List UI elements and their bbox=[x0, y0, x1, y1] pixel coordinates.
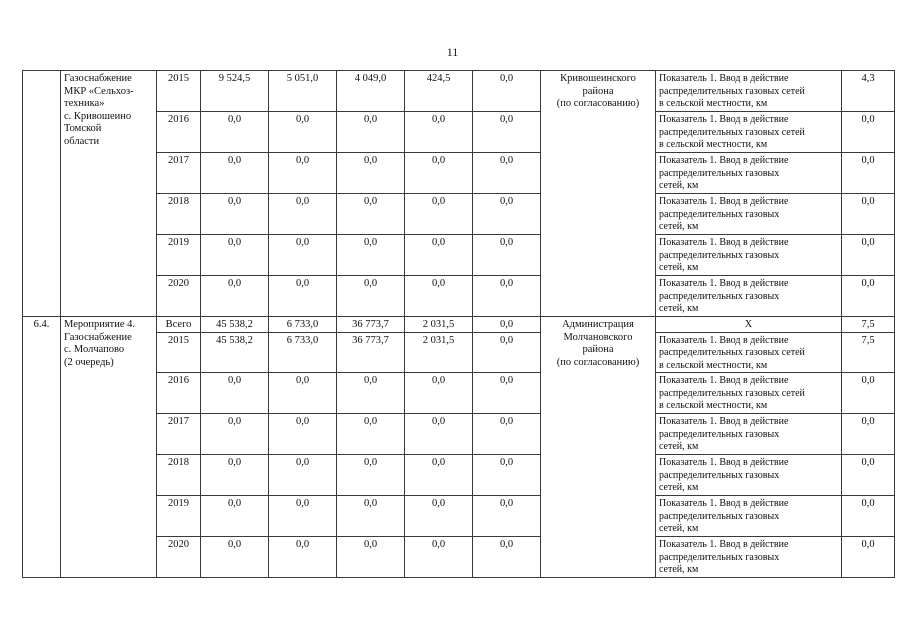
local-budget: 2 031,5 bbox=[405, 317, 473, 333]
indicator-text-line: сетей, км bbox=[659, 482, 699, 493]
indicator-text bbox=[656, 276, 842, 317]
activity-name-line: МКР «Сельхоз- bbox=[64, 85, 134, 97]
regional-budget: 36 773,7 bbox=[337, 317, 405, 333]
federal-budget: 0,0 bbox=[269, 455, 337, 496]
local-budget: 0,0 bbox=[405, 235, 473, 276]
indicator-text-line: распределительных газовых bbox=[659, 551, 780, 563]
indicator-value: 7,5 bbox=[842, 332, 895, 373]
year-cell: 2019 bbox=[157, 235, 201, 276]
local-budget: 424,5 bbox=[405, 71, 473, 112]
regional-budget: 4 049,0 bbox=[337, 71, 405, 112]
executor bbox=[541, 317, 656, 578]
indicator-text-line: сетей, км bbox=[659, 262, 699, 273]
indicator-value: 0,0 bbox=[842, 153, 895, 194]
other-sources: 0,0 bbox=[473, 317, 541, 333]
year-cell: Всего bbox=[157, 317, 201, 333]
local-budget: 0,0 bbox=[405, 276, 473, 317]
row-number bbox=[23, 71, 61, 317]
program-table bbox=[22, 70, 895, 578]
indicator-text bbox=[656, 496, 842, 537]
federal-budget: 0,0 bbox=[269, 496, 337, 537]
local-budget: 0,0 bbox=[405, 153, 473, 194]
federal-budget: 0,0 bbox=[269, 153, 337, 194]
indicator-text-line: сетей, км bbox=[659, 564, 699, 575]
year-cell: 2020 bbox=[157, 537, 201, 578]
federal-budget: 0,0 bbox=[269, 414, 337, 455]
indicator-text bbox=[656, 332, 842, 373]
activity-name-line: с. Кривошеино bbox=[64, 110, 132, 122]
year-cell: 2017 bbox=[157, 153, 201, 194]
indicator-text-line: распределительных газовых bbox=[659, 290, 780, 302]
total-funding: 0,0 bbox=[201, 235, 269, 276]
indicator-text bbox=[656, 537, 842, 578]
total-funding: 0,0 bbox=[201, 153, 269, 194]
indicator-text-line: сетей, км bbox=[659, 303, 699, 314]
indicator-value: 0,0 bbox=[842, 373, 895, 414]
other-sources: 0,0 bbox=[473, 153, 541, 194]
other-sources: 0,0 bbox=[473, 496, 541, 537]
indicator-text bbox=[656, 235, 842, 276]
total-funding: 0,0 bbox=[201, 194, 269, 235]
federal-budget: 0,0 bbox=[269, 276, 337, 317]
indicator-text-line: в сельской местности, км bbox=[659, 359, 768, 371]
total-funding: 9 524,5 bbox=[201, 71, 269, 112]
indicator-text-line: Показатель 1. Ввод в действие bbox=[659, 73, 789, 84]
indicator-text-line: Показатель 1. Ввод в действие bbox=[659, 457, 789, 468]
indicator-text bbox=[656, 112, 842, 153]
indicator-text-line: распределительных газовых сетей bbox=[659, 347, 805, 358]
activity-name-line: Газоснабжение bbox=[64, 331, 132, 343]
indicator-text bbox=[656, 153, 842, 194]
indicator-text-line: сетей, км bbox=[659, 180, 699, 191]
indicator-text-line: распределительных газовых bbox=[659, 510, 780, 522]
regional-budget: 0,0 bbox=[337, 235, 405, 276]
indicator-text-line: Показатель 1. Ввод в действие bbox=[659, 237, 789, 248]
executor-line: района bbox=[582, 344, 614, 355]
executor bbox=[541, 71, 656, 317]
year-cell: 2018 bbox=[157, 455, 201, 496]
indicator-value: 0,0 bbox=[842, 276, 895, 317]
indicator-text-line: распределительных газовых сетей bbox=[659, 387, 805, 399]
indicator-text-line: распределительных газовых сетей bbox=[659, 85, 805, 97]
indicator-text bbox=[656, 317, 842, 333]
indicator-text-line: в сельской местности, км bbox=[659, 98, 768, 109]
page-number: 11 bbox=[446, 45, 459, 59]
indicator-text-line: Показатель 1. Ввод в действие bbox=[659, 539, 789, 550]
indicator-text-line: сетей, км bbox=[659, 523, 699, 534]
indicator-text-line: Показатель 1. Ввод в действие bbox=[659, 278, 789, 289]
regional-budget: 0,0 bbox=[337, 537, 405, 578]
local-budget: 0,0 bbox=[405, 496, 473, 537]
indicator-text-line: Показатель 1. Ввод в действие bbox=[659, 196, 789, 207]
indicator-value: 0,0 bbox=[842, 455, 895, 496]
activity-name-line: с. Молчапово bbox=[64, 344, 125, 355]
local-budget: 0,0 bbox=[405, 373, 473, 414]
activity-name-line: Газоснабжение bbox=[64, 73, 132, 84]
local-budget: 0,0 bbox=[405, 537, 473, 578]
executor-line: Администрация bbox=[562, 319, 634, 330]
table-row bbox=[23, 71, 895, 112]
total-funding: 45 538,2 bbox=[201, 317, 269, 333]
federal-budget: 0,0 bbox=[269, 112, 337, 153]
indicator-text-line: сетей, км bbox=[659, 441, 699, 452]
regional-budget: 0,0 bbox=[337, 455, 405, 496]
indicator-text-line: распределительных газовых bbox=[659, 249, 780, 261]
activity-name bbox=[61, 317, 157, 578]
regional-budget: 0,0 bbox=[337, 373, 405, 414]
year-cell: 2018 bbox=[157, 194, 201, 235]
executor-line: Кривошеинского bbox=[560, 73, 636, 84]
local-budget: 0,0 bbox=[405, 194, 473, 235]
other-sources: 0,0 bbox=[473, 537, 541, 578]
total-funding: 0,0 bbox=[201, 373, 269, 414]
indicator-text-line: Показатель 1. Ввод в действие bbox=[659, 498, 789, 509]
indicator-text-line: распределительных газовых сетей bbox=[659, 126, 805, 138]
indicator-value: 4,3 bbox=[842, 71, 895, 112]
federal-budget: 6 733,0 bbox=[269, 317, 337, 333]
activity-name-line: техника» bbox=[64, 98, 105, 109]
other-sources: 0,0 bbox=[473, 194, 541, 235]
activity-name-line: Мероприятие 4. bbox=[64, 319, 136, 330]
year-cell: 2020 bbox=[157, 276, 201, 317]
indicator-text-line: в сельской местности, км bbox=[659, 139, 768, 150]
federal-budget: 6 733,0 bbox=[269, 332, 337, 373]
year-cell: 2015 bbox=[157, 332, 201, 373]
indicator-text-line: X bbox=[744, 319, 753, 330]
local-budget: 2 031,5 bbox=[405, 332, 473, 373]
regional-budget: 0,0 bbox=[337, 414, 405, 455]
year-cell: 2015 bbox=[157, 71, 201, 112]
other-sources: 0,0 bbox=[473, 276, 541, 317]
regional-budget: 36 773,7 bbox=[337, 332, 405, 373]
executor-line: (по согласованию) bbox=[556, 98, 640, 109]
other-sources: 0,0 bbox=[473, 414, 541, 455]
indicator-text-line: распределительных газовых bbox=[659, 428, 780, 440]
federal-budget: 5 051,0 bbox=[269, 71, 337, 112]
indicator-text bbox=[656, 194, 842, 235]
indicator-text-line: сетей, км bbox=[659, 221, 699, 232]
indicator-text-line: распределительных газовых bbox=[659, 208, 780, 220]
activity-name bbox=[61, 71, 157, 317]
indicator-text-line: в сельской местности, км bbox=[659, 400, 768, 411]
indicator-text bbox=[656, 71, 842, 112]
year-cell: 2017 bbox=[157, 414, 201, 455]
total-funding: 0,0 bbox=[201, 276, 269, 317]
other-sources: 0,0 bbox=[473, 455, 541, 496]
regional-budget: 0,0 bbox=[337, 194, 405, 235]
row-number: 6.4. bbox=[23, 317, 61, 578]
other-sources: 0,0 bbox=[473, 373, 541, 414]
total-funding: 0,0 bbox=[201, 455, 269, 496]
indicator-value: 0,0 bbox=[842, 112, 895, 153]
total-funding: 0,0 bbox=[201, 537, 269, 578]
year-cell: 2019 bbox=[157, 496, 201, 537]
indicator-value: 0,0 bbox=[842, 235, 895, 276]
total-funding: 0,0 bbox=[201, 496, 269, 537]
local-budget: 0,0 bbox=[405, 455, 473, 496]
table-body bbox=[23, 71, 895, 578]
indicator-value: 7,5 bbox=[842, 317, 895, 333]
regional-budget: 0,0 bbox=[337, 496, 405, 537]
federal-budget: 0,0 bbox=[269, 537, 337, 578]
indicator-text-line: Показатель 1. Ввод в действие bbox=[659, 375, 789, 386]
federal-budget: 0,0 bbox=[269, 194, 337, 235]
indicator-text-line: Показатель 1. Ввод в действие bbox=[659, 155, 789, 166]
regional-budget: 0,0 bbox=[337, 112, 405, 153]
local-budget: 0,0 bbox=[405, 112, 473, 153]
indicator-value: 0,0 bbox=[842, 496, 895, 537]
local-budget: 0,0 bbox=[405, 414, 473, 455]
indicator-value: 0,0 bbox=[842, 194, 895, 235]
executor-line: (по согласованию) bbox=[556, 356, 640, 368]
activity-name-line: (2 очередь) bbox=[64, 356, 114, 368]
total-funding: 0,0 bbox=[201, 112, 269, 153]
indicator-text-line: распределительных газовых bbox=[659, 167, 780, 179]
indicator-value: 0,0 bbox=[842, 537, 895, 578]
executor-line: Молчановского bbox=[563, 331, 633, 343]
table-row bbox=[23, 317, 895, 333]
federal-budget: 0,0 bbox=[269, 373, 337, 414]
regional-budget: 0,0 bbox=[337, 276, 405, 317]
activity-name-line: области bbox=[64, 135, 100, 147]
year-cell: 2016 bbox=[157, 373, 201, 414]
other-sources: 0,0 bbox=[473, 235, 541, 276]
indicator-text bbox=[656, 373, 842, 414]
federal-budget: 0,0 bbox=[269, 235, 337, 276]
indicator-text bbox=[656, 414, 842, 455]
indicator-text-line: Показатель 1. Ввод в действие bbox=[659, 114, 789, 125]
indicator-text-line: распределительных газовых bbox=[659, 469, 780, 481]
other-sources: 0,0 bbox=[473, 112, 541, 153]
other-sources: 0,0 bbox=[473, 332, 541, 373]
indicator-text-line: Показатель 1. Ввод в действие bbox=[659, 334, 789, 346]
total-funding: 45 538,2 bbox=[201, 332, 269, 373]
activity-name-line: Томской bbox=[64, 123, 102, 134]
indicator-value: 0,0 bbox=[842, 414, 895, 455]
other-sources: 0,0 bbox=[473, 71, 541, 112]
regional-budget: 0,0 bbox=[337, 153, 405, 194]
year-cell: 2016 bbox=[157, 112, 201, 153]
executor-line: района bbox=[582, 85, 614, 97]
total-funding: 0,0 bbox=[201, 414, 269, 455]
indicator-text bbox=[656, 455, 842, 496]
indicator-text-line: Показатель 1. Ввод в действие bbox=[659, 416, 789, 427]
